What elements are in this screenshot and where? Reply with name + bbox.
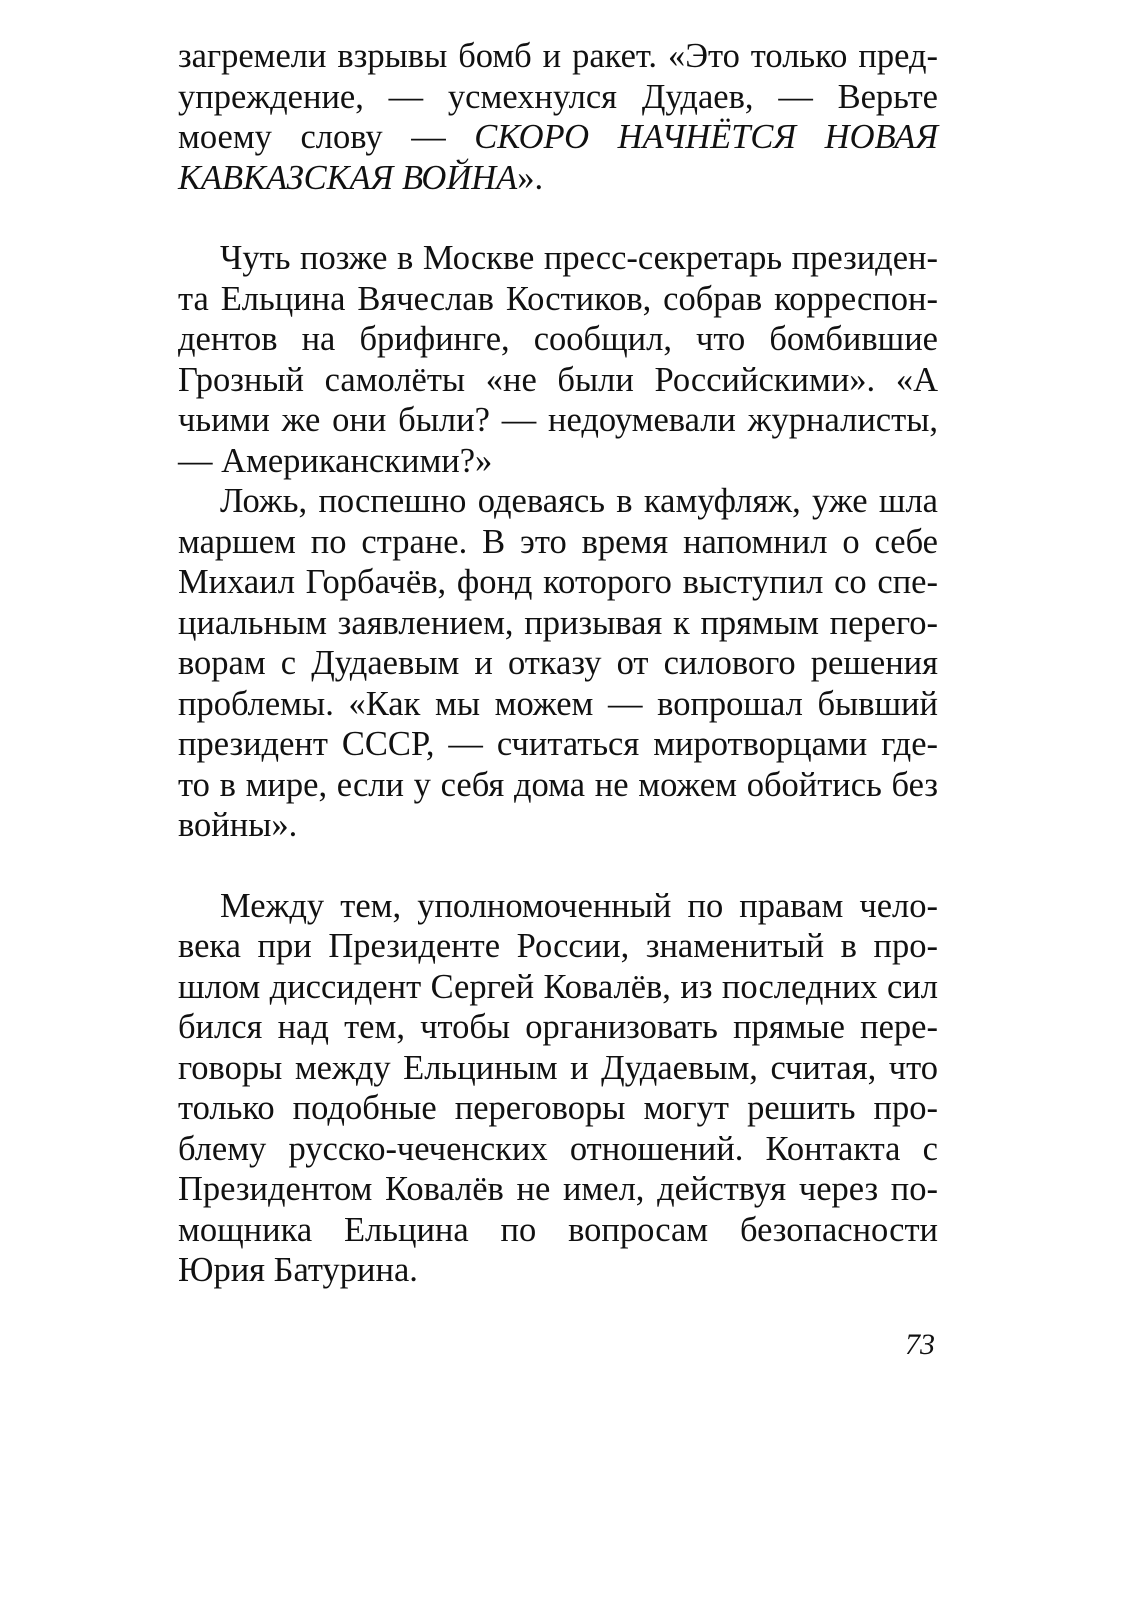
paragraph-1-text: загремели взрывы бомб и ракет. «Это только предупреждение, — усмехнулся Дудаев, — Верьте моему слову —	[178, 37, 938, 156]
paragraph-1	[178, 36, 938, 198]
paragraph-4	[178, 886, 938, 1291]
paragraph-1-closing: ».	[517, 158, 544, 197]
paragraph-3	[178, 481, 938, 846]
book-page-text	[178, 36, 938, 1291]
paragraph-3-text: Ложь, поспешно одеваясь в камуфляж, уже шла маршем по стране. В это время напомнил о себе Михаил Горбачёв, фонд которого выступил со специальным заявлением, призывая к прямым переговорам с Дудаевым и отказу от силового решения проблемы. «Как мы можем — вопрошал бывший президент СССР, — считаться миротворцами где-то в мире, если у себя дома не можем обойтись без войны».	[178, 482, 938, 844]
page-number: 73	[905, 1328, 935, 1361]
paragraph-4-text: Между тем, уполномоченный по правам человека при Президенте России, знаменитый в прошлом диссидент Сергей Ковалёв, из последних сил бился над тем, чтобы организовать прямые переговоры между Ельциным и Дудаевым, считая, что только подобные переговоры могут решить проблему русско-чеченских отношений. Контакта с Президентом Ковалёв не имел, действуя через помощника Ельцина по вопросам безопасности Юрия Батурина.	[178, 886, 938, 1289]
paragraph-2-text: Чуть позже в Москве пресс-секретарь президента Ельцина Вячеслав Костиков, собрав корреспондентов на брифинге, сообщил, что бомбившие Грозный самолёты «не были Российскими». «А чьими же они были? — недоумевали журналисты, — Американскими?»	[178, 239, 938, 480]
paragraph-1-italic-caps: СКОРО НАЧНЁТСЯ НОВАЯ КАВКАЗСКАЯ ВОЙНА	[178, 118, 938, 197]
paragraph-2	[178, 238, 938, 481]
